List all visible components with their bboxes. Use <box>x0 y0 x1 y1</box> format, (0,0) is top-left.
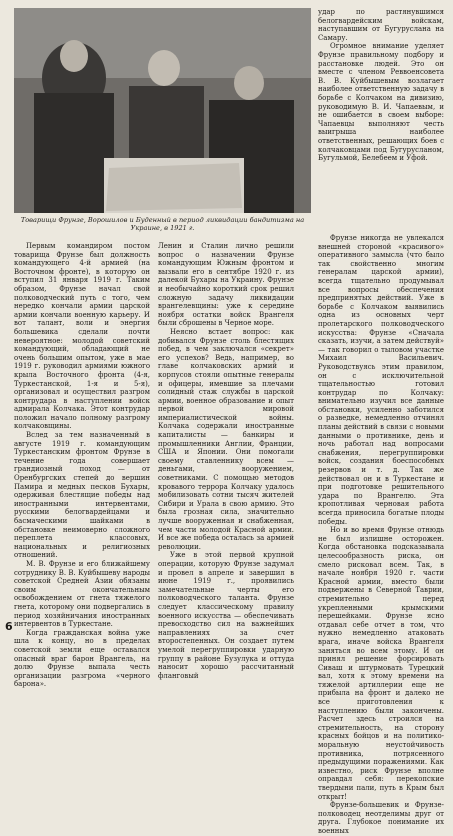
photo-image <box>14 8 311 213</box>
column-2 <box>158 242 294 680</box>
paragraph: Фрунзе никогда не увлекался внешней стороной «красивого» оперативного замысла (что было так свойственно многим генералам царской армии), всегда тщательно продумывал все вопросы обеспечения предпринятых действий. Уже в борьбе с Колчаком выявились одна из основных черт пролетарского полководческого искусства: Фрунзе «Сначала сказать, изучи, а затем действуй» — так говорил о тыловом участке Михаил Васильевич. Руководствуясь этим правилом, он с исключительной тщательностью готовил контрудар по Колчаку: внимательно изучил все данные обстановки, усиленно заботился о разведке, немедленно отчинял планы действий в связи с новыми данными о противнике, день и ночь работал над вопросами снабжения, перегруппировки войск, создания боеспособных резервов и т. д. Так же действовал он и в Туркестане и при подготовке решительного удара по Врангелю. Эта кропотливая черновая работа всегда приносила богатые плоды победы. <box>318 234 444 526</box>
paragraph: Вслед за тем назначенный в августе 1919 г. командующим Туркестанским фронтом Фрунзе в течение года совершает грандиозный поход — от Оренбургских степей до вершин Памира и медных песков Бухары, одерживая блестящие победы над иностранными интервентами, русскими белогвардейцами и басмаческими шайками в обстановке неимоверно сложного переплета классовых, национальных и религиозных отношений. <box>14 431 150 560</box>
paragraph: Уже в этой первой крупной операции, которую Фрунзе задумал и провел в апреле и завершил в июне 1919 г., проявились замечательные черты его полководческого таланта. Фрунзе следует классическому правилу военного искусства — обеспечивать превосходство сил на важнейших направлениях за счет второстепенных. Он создает путем умелой перегруппировки ударную группу в районе Бузулука и оттуда наносит хорошо рассчитанный фланговый <box>158 551 294 680</box>
paragraph: Ленин и Сталин лично решили вопрос о назначении Фрунзе командующим Южным фронтом и вызвали его в сентябре 1920 г. из далекой Бухары на Украину. Фрунзе и необычайно короткий срок решил сложную задачу ликвидации врангелевщины: уже к середине ноября остатки войск Врангеля были сброшены в Черное море. <box>158 242 294 328</box>
page-number: 6 <box>5 620 13 633</box>
photo-caption: Товарищи Фрунзе, Ворошилов и Буденный в период ликвидации бандитизма на Украине, в 1921 г. <box>20 216 305 233</box>
paragraph: Но и во время Фрунзе отнюдь не был излишне осторожен. Когда обстановка подсказывала целесообразность риска, он смело рисковал всем. Так, в начале ноября 1920 г. части Красной армии, вместо были подвержены в Северной Таврии, стремительно перед укрепленными крымскими перешейками. Фрунзе ясно отдавал себе отчет в том, что нужно немедленно атаковать врага, иначе войска Врангеля заняться во всем этому. И он принял решение форсировать Сиваш и штурмовать Турецкий вал, хотя к этому времени на тяжелой артиллерии еще не прибыла на фронт и далеко не все приготовления к наступлению были закончены. Расчет здесь строился на стремительность, на сторону красных бойцов и на политико-моральную неустойчивость противника, потрясенного предыдущими поражениями. Как известно, риск Фрунзе вполне оправдал себя: перекопские твердыни пали, путь в Крым был открыт! <box>318 526 444 801</box>
column-1 <box>14 242 150 689</box>
paragraph: Неясно встает вопрос: как добивался Фрунзе столь блестящих побед, в чем заключался «секрет» его успехов? Ведь, например, во главе колчаковских армий и корпусов стояли опытные генералы и офицеры, имевшие за плечами солидный стаж службы в царской армии, военное образование и опыт первой мировой империалистической войны. Колчака содержали иностранные капиталисты — банкиры и промышленники Англии, Франции, США и Японии. Они помогали своему ставленнику всем — деньгами, вооружением, советниками. С помощью методов кровавого террора Колчаку удалось мобилизовать сотни тысяч жителей Сибири и Урала в свою армию. Это была грозная сила, значительно лучше вооруженная и снабженная, чем части молодой Красной армии. И все же победа осталась за армией революции. <box>158 327 294 551</box>
paragraph: Когда гражданская война уже шла к концу, но в пределах советской земли еще оставался опасный враг барон Врангель, на долю Фрунзе выпала честь организации разгрома «черного барона». <box>14 628 150 689</box>
paragraph: удар по растянувшимся белогвардейским войскам, наступавшим от Бугуруслана на Самару. <box>318 8 444 42</box>
paragraph: Огромное внимание уделяет Фрунзе правильному подбору и расстановке людей. Это он вместе с членом Реввоенсовета В. В. Куйбышевым возлагает наиболее ответственную задачу в борьбе с Колчаком на дивизию, руководимую В. И. Чапаевым, и не ошибается в своем выборе: Чапаевцы выполняют честь выигрыша наиболее ответственных, решающих боев с колчаковцами под Бугурусланом, Бугульмой, Белебеем и Уфой. <box>318 42 444 163</box>
paragraph: Фрунзе-большевик и Фрунзе-полководец неотделимы друг от друга. Глубокое понимание их военных <box>318 801 444 835</box>
column-3-top <box>318 8 444 163</box>
paragraph: Первым командиром постом товарища Фрунзе был должность командующего 4-й армией (на Восточном фронте), в которую он вступил 31 января 1919 г. Таким образом, Фрунзе начал свой полководческий путь с того, чем нередко кончали армии царской армии кончали военную карьеру. И вот талант, воли и энергия большевика сделали почти невероятное: молодой советский командующий, обладающий не очень большим опытом, уже в мае 1919 г. руководил армиями южного крыла Восточного фронта (4-я, Туркестанской, 1-я и 5-я), организовал и осуществил разгром контрудара в наступлении войск адмирала Колчака. Этот контрудар положил начало полному разгрому колчаковщины. <box>14 242 150 431</box>
photo <box>14 8 311 213</box>
paragraph: М. В. Фрунзе и его ближайшему сотруднику В. В. Куйбышеву народы советской Средней Азии обязаны своим окончательным освобождением от гнета тяжелого гнета, которому они подвергались в период хозяйничания иностранных интервентов в Туркестане. <box>14 559 150 629</box>
column-3 <box>318 234 444 836</box>
